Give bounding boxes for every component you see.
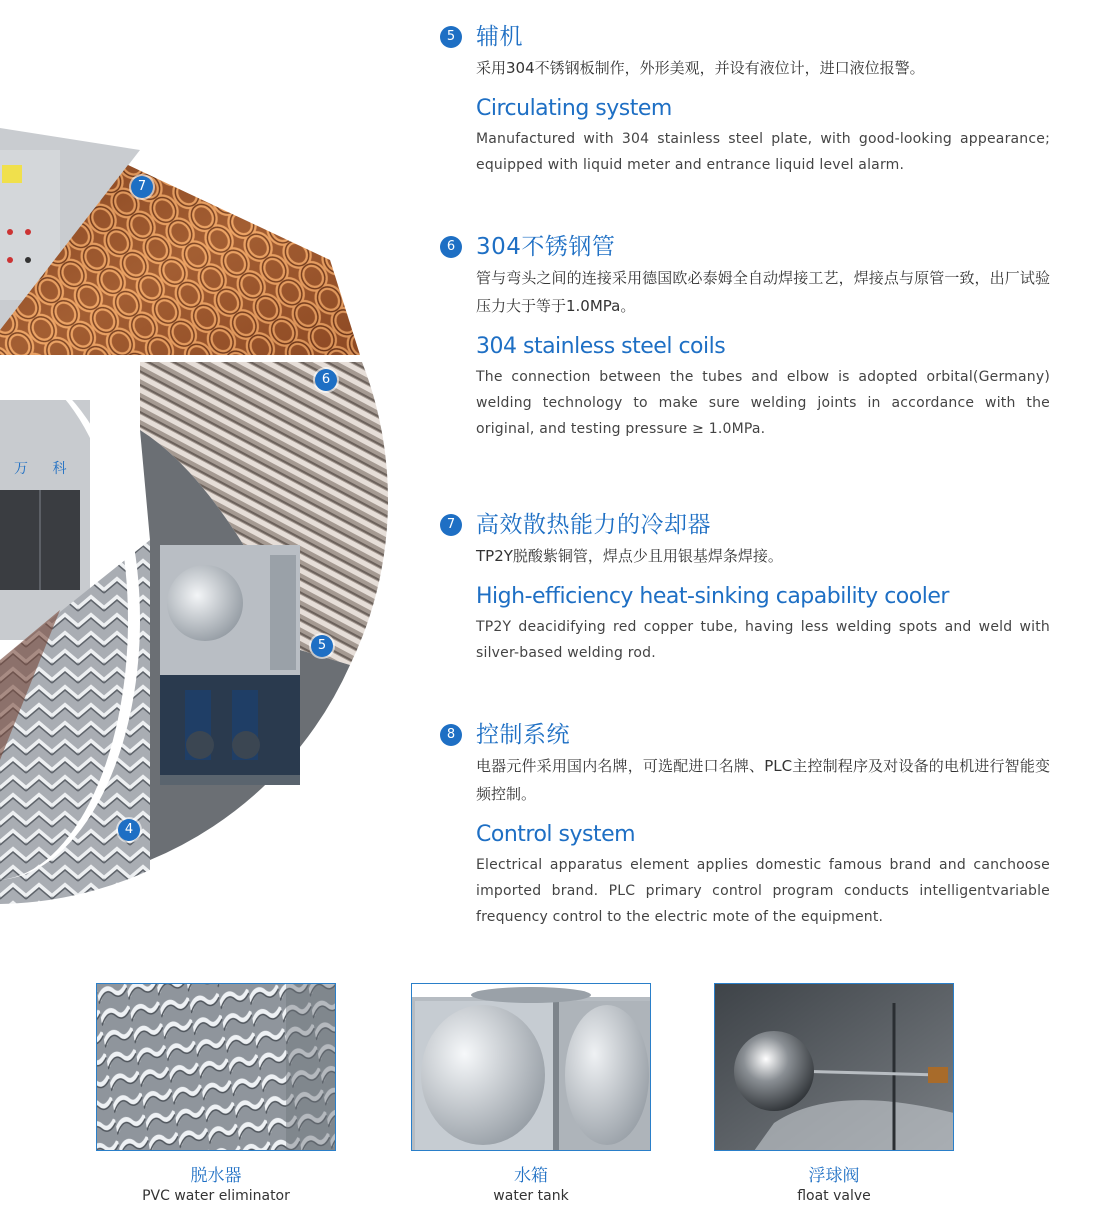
section-title-en: Control system xyxy=(476,822,636,847)
section-desc-en: Manufactured with 304 stainless steel plate, with good-looking appearance; equipped with liquid meter and entrance liquid level alarm. xyxy=(476,131,1050,173)
section-title-cn: 控制系统 xyxy=(476,722,570,748)
tower-logo: 万 科 xyxy=(14,461,77,477)
product-caption-pvc-eliminator xyxy=(96,1165,336,1205)
product-name-cn: 浮球阀 xyxy=(808,1166,860,1186)
section-title-en: High-efficiency heat-sinking capability cooler xyxy=(476,584,949,609)
product-name-cn: 脱水器 xyxy=(190,1166,242,1186)
section-5 xyxy=(440,20,1050,178)
section-desc-en: Electrical apparatus element applies domestic famous brand and canchoose imported brand. PLC primary control program conducts intelligentvariable frequency control to the electric mote of the equipment. xyxy=(476,857,1050,925)
section-6 xyxy=(440,230,1050,442)
section-number: 8 xyxy=(440,724,462,746)
product-caption-float-valve xyxy=(714,1165,954,1205)
section-desc-cn: TP2Y脱酸紫铜管，焊点少且用银基焊条焊接。 xyxy=(476,547,783,565)
section-number: 7 xyxy=(440,514,462,536)
section-desc-en: The connection between the tubes and elbow is adopted orbital(Germany) welding technology to make sure welding joints in accordance with the original, and testing pressure ≥ 1.0MPa. xyxy=(476,369,1050,437)
product-image-water-tank xyxy=(411,983,651,1151)
section-7 xyxy=(440,508,1050,666)
section-desc-en: TP2Y deacidifying red copper tube, having less welding spots and weld with silver-based welding rod. xyxy=(476,619,1050,661)
section-title-cn: 辅机 xyxy=(476,24,523,50)
product-caption-water-tank xyxy=(411,1165,651,1205)
product-collage xyxy=(0,0,410,940)
product-name-cn: 水箱 xyxy=(514,1166,548,1186)
product-name-en: PVC water eliminator xyxy=(142,1188,290,1204)
collage-badge-4: 4 xyxy=(118,819,140,841)
section-number: 5 xyxy=(440,26,462,48)
section-desc-cn: 采用304不锈钢板制作，外形美观，并设有液位计，进口液位报警。 xyxy=(476,59,925,77)
collage-badge-6: 6 xyxy=(315,369,337,391)
section-title-en: Circulating system xyxy=(476,96,672,121)
section-title-en: 304 stainless steel coils xyxy=(476,334,726,359)
section-8 xyxy=(440,718,1050,930)
collage-badge-5: 5 xyxy=(311,635,333,657)
product-name-en: water tank xyxy=(493,1188,569,1204)
section-title-cn: 304不锈钢管 xyxy=(476,234,616,260)
section-title-cn: 高效散热能力的冷却器 xyxy=(476,512,711,538)
section-desc-cn: 电器元件采用国内名牌，可选配进口名牌、PLC主控制程序及对设备的电机进行智能变频控制。 xyxy=(476,757,1050,803)
collage-badge-7: 7 xyxy=(131,176,153,198)
product-image-pvc-eliminator xyxy=(96,983,336,1151)
section-number: 6 xyxy=(440,236,462,258)
product-name-en: float valve xyxy=(797,1188,871,1204)
product-image-float-valve xyxy=(714,983,954,1151)
section-desc-cn: 管与弯头之间的连接采用德国欧必泰姆全自动焊接工艺，焊接点与原管一致，出厂试验压力大于等于1.0MPa。 xyxy=(476,269,1050,315)
